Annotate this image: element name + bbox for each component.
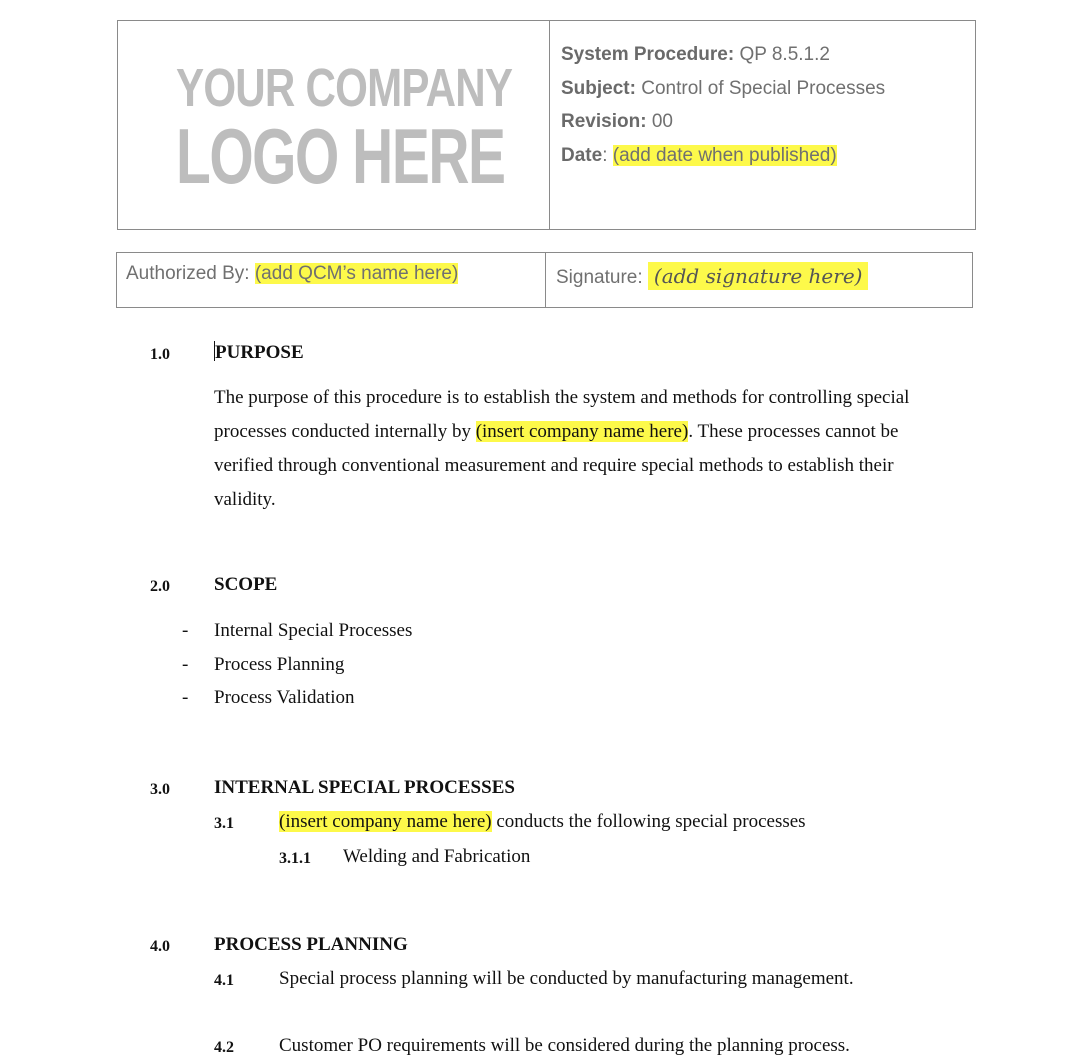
section-3-title: INTERNAL SPECIAL PROCESSES [214,777,515,798]
section-1-paragraph-line-4: validity. [214,489,276,510]
subject-label: Subject: [561,77,636,99]
system-procedure-value: QP 8.5.1.2 [739,44,830,65]
header-divider [549,21,550,229]
section-1-title-text: PURPOSE [215,342,304,363]
section-1-paragraph-line-3: verified through conventional measurement and require special methods to establish their [214,455,894,476]
scope-bullet: - [182,620,189,641]
subsection-3-1-1-number: 3.1.1 [279,850,311,867]
document-header-table [117,20,976,230]
subject-value: Control of Special Processes [641,77,886,99]
date-row: Date: (add date when published) [561,144,837,166]
signature-label: Signature: [556,267,643,288]
subsection-4-2-text: Customer PO requirements will be considered during the planning process. [279,1035,850,1056]
logo-line-2: LOGO HERE [176,112,505,200]
section-2-title: SCOPE [214,574,278,595]
date-label: Date [561,144,603,166]
authorization-table [116,252,973,308]
revision-value: 00 [651,111,673,132]
subsection-3-1-1-text: Welding and Fabrication [343,846,531,867]
authorized-by-label: Authorized By: [126,263,250,284]
paragraph-text: conducts the following special processes [491,811,806,832]
logo-line-1: YOUR COMPANY [176,58,513,118]
system-procedure-row [561,43,885,77]
scope-item: Process Planning [214,654,345,675]
revision-label: Revision: [561,111,647,132]
subsection-4-2-number: 4.2 [214,1039,234,1056]
scope-item: Internal Special Processes [214,620,413,641]
revision-row [561,110,885,144]
subsection-4-1-text: Special process planning will be conducted by manufacturing management. [279,968,854,989]
section-1-number: 1.0 [150,346,170,363]
signature-value: (add signature here) [648,262,869,290]
company-logo-placeholder [118,21,549,229]
section-2-number: 2.0 [150,578,170,595]
subsection-3-1-number: 3.1 [214,815,234,832]
subsection-3-1-text [279,810,806,834]
signature-cell [556,264,868,289]
authorization-divider [545,253,546,307]
scope-bullet: - [182,687,189,708]
authorized-by-value: (add QCM’s name here) [254,263,459,284]
section-3-number: 3.0 [150,781,170,798]
section-1-title [214,341,304,365]
paragraph-text: processes conducted internally by [214,421,476,442]
company-name-placeholder: (insert company name here) [475,421,689,442]
authorized-by-cell [126,263,458,285]
subject-row [561,77,885,111]
section-1-paragraph-line-2 [214,420,898,444]
section-1-paragraph-line-1: The purpose of this procedure is to establish the system and methods for controlling special [214,387,910,408]
company-name-placeholder: (insert company name here) [279,811,492,832]
system-procedure-label: System Procedure: [561,44,735,65]
procedure-metadata [561,43,885,177]
subsection-4-1-number: 4.1 [214,972,234,989]
section-4-number: 4.0 [150,938,170,955]
scope-item: Process Validation [214,687,355,708]
date-value: (add date when published) [612,144,837,166]
scope-bullet: - [182,654,189,675]
section-4-title: PROCESS PLANNING [214,934,408,955]
paragraph-text: . These processes cannot be [688,421,899,442]
